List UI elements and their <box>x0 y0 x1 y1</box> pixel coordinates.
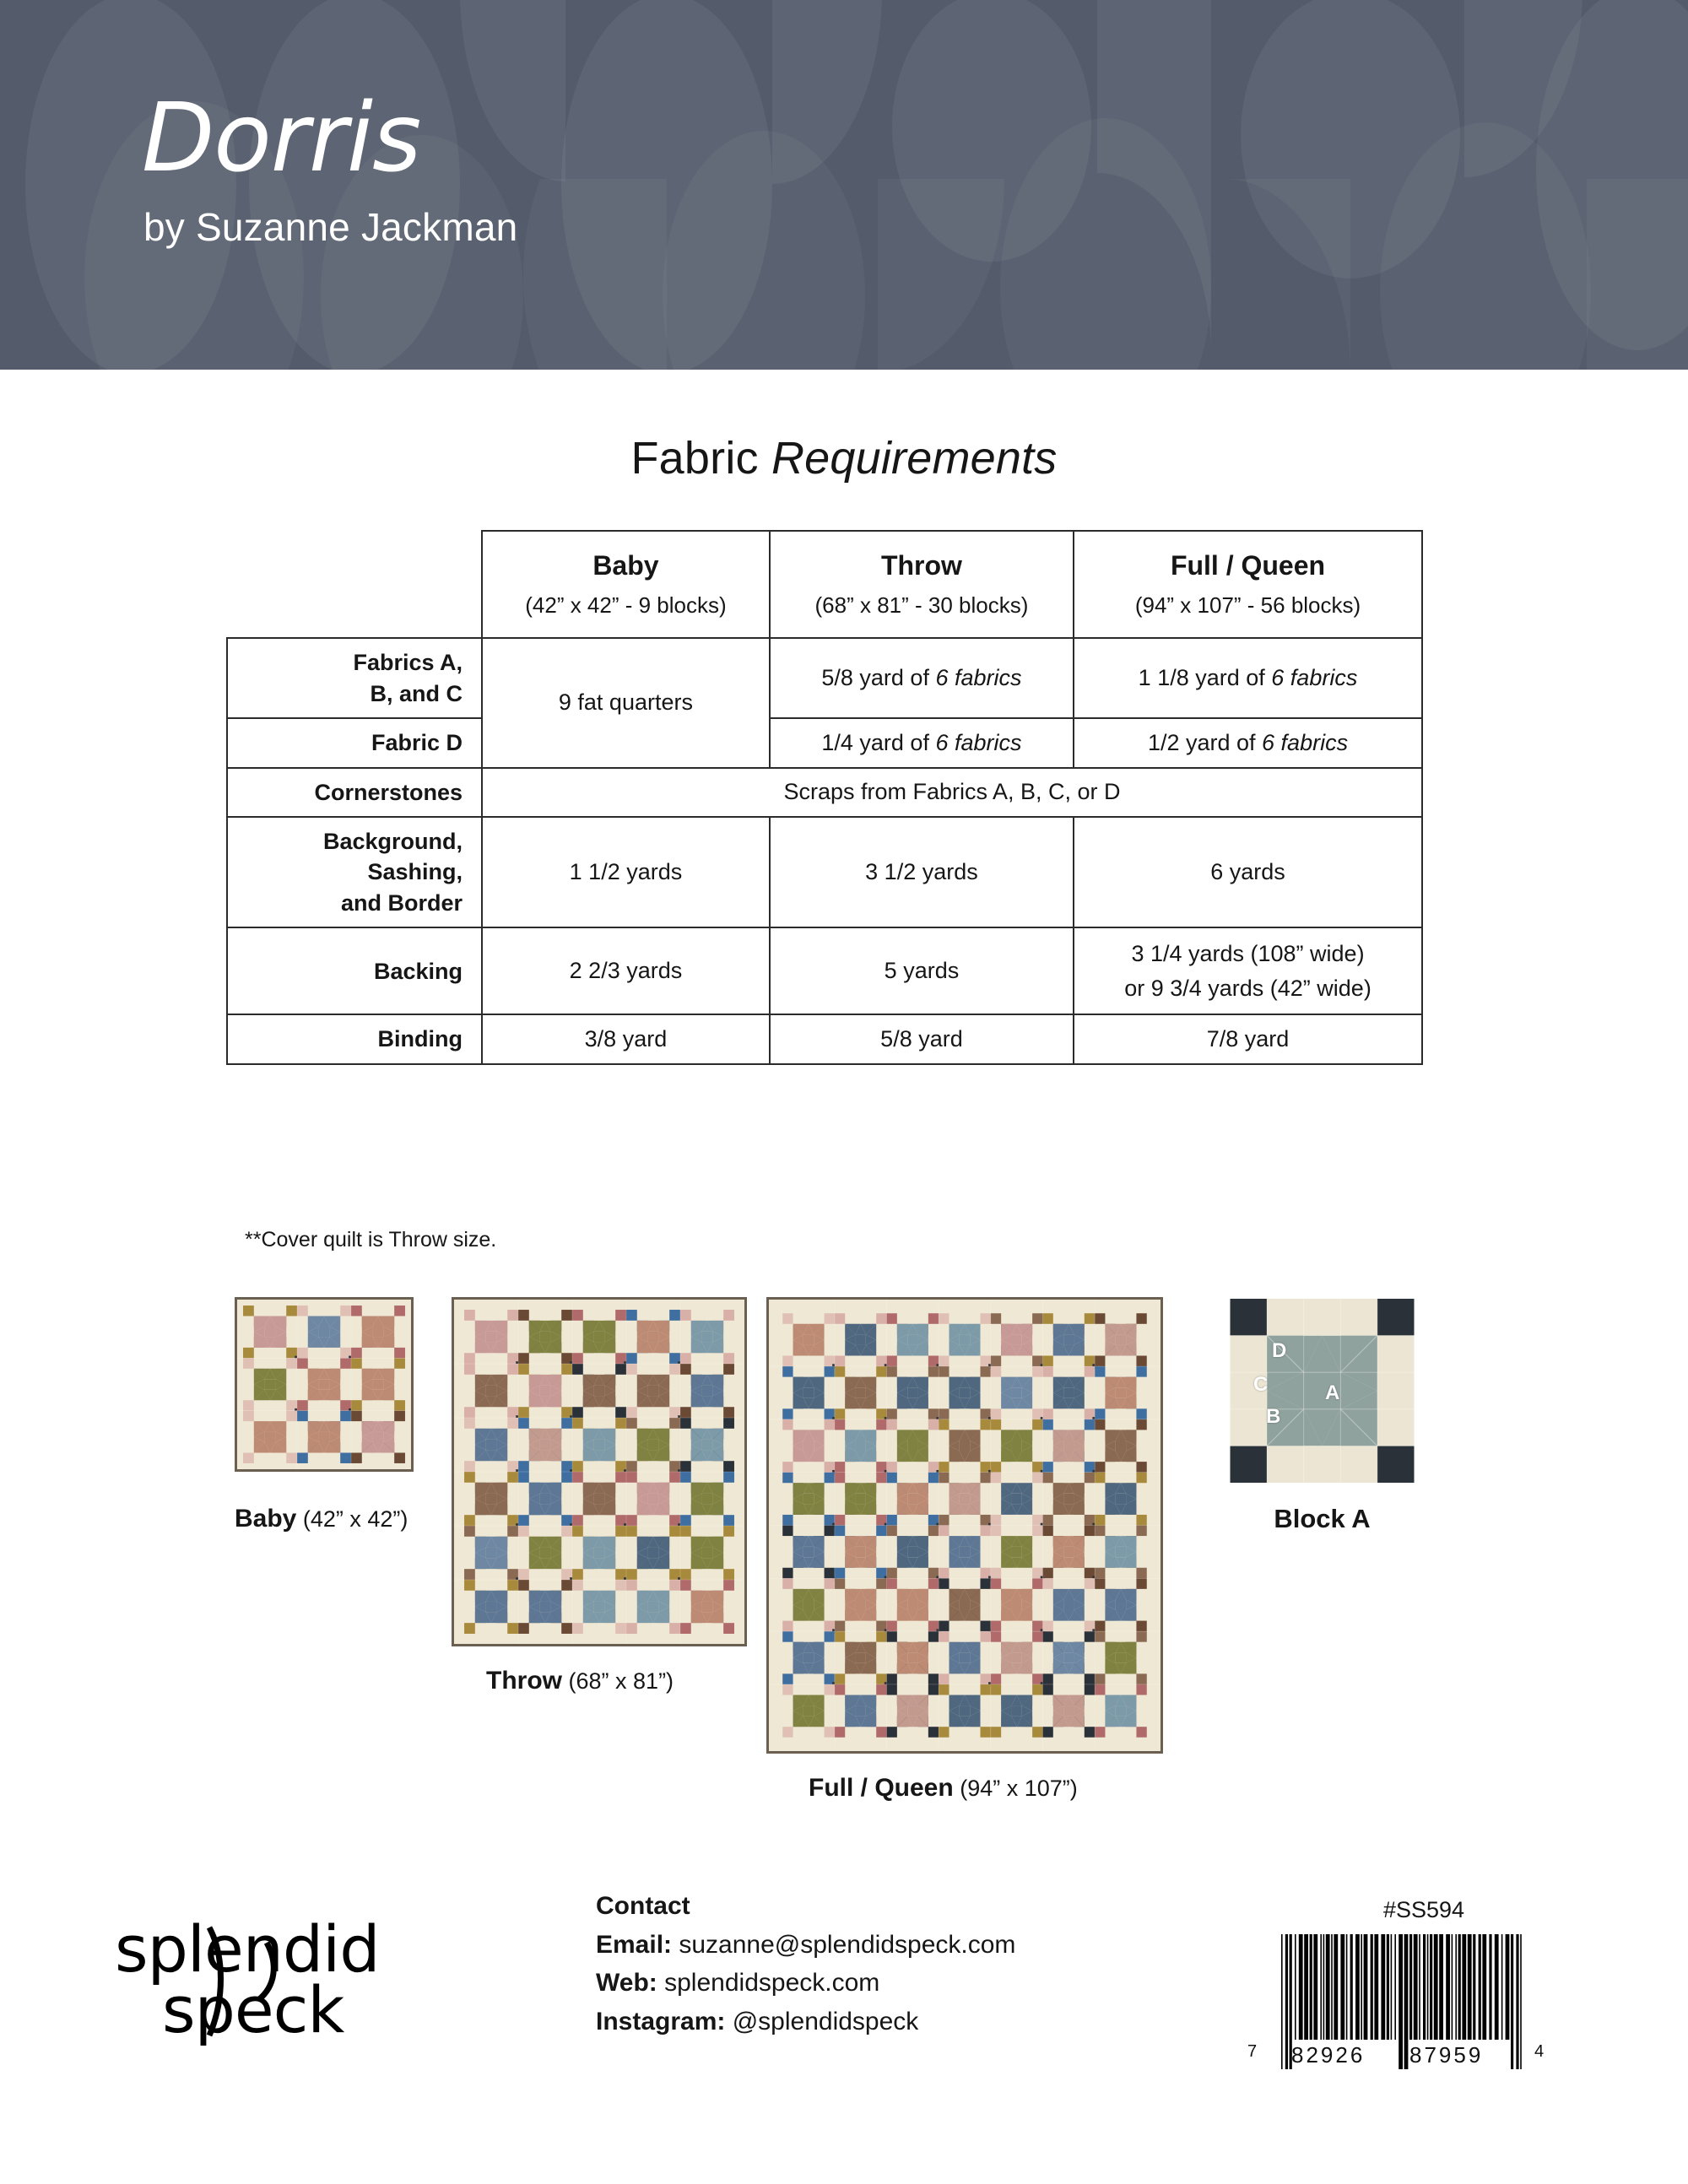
header-title-group <box>142 84 518 250</box>
cell-emphasis: 6 fabrics <box>935 729 1022 755</box>
caption-throw <box>486 1667 674 1695</box>
barcode-group-1: 82926 <box>1291 2042 1366 2068</box>
cell-background-fq: 6 yards <box>1074 817 1422 927</box>
cell-fabric-d-throw <box>770 718 1074 767</box>
column-header-fq-sub: (94” x 107” - 56 blocks) <box>1134 592 1361 618</box>
contact-email-label: Email: <box>596 1930 673 1959</box>
cell-text: 1/2 yard of <box>1147 729 1263 755</box>
contact-email-row <box>596 1926 1015 1965</box>
row-label-binding: Binding <box>227 1014 482 1063</box>
row-label-backing: Backing <box>227 927 482 1014</box>
column-header-baby-sub: (42” x 42” - 9 blocks) <box>525 592 727 618</box>
row-label-fabrics-abc <box>227 638 482 718</box>
cell-backing-baby: 2 2/3 yards <box>482 927 770 1014</box>
cell-emphasis: 6 fabrics <box>935 665 1022 691</box>
block-label-d: D <box>1272 1339 1287 1362</box>
page-title: Dorris <box>142 84 421 193</box>
cell-binding-fq: 7/8 yard <box>1074 1014 1422 1063</box>
table-header-row <box>227 531 1422 638</box>
figure-throw <box>452 1297 747 1646</box>
table-row-background <box>227 817 1422 927</box>
figure-baby <box>235 1297 414 1472</box>
logo-text-line1: splendid <box>115 1911 380 1987</box>
row-label-background <box>227 817 482 927</box>
contact-instagram-value[interactable]: @splendidspeck <box>732 2007 919 2035</box>
cell-binding-throw: 5/8 yard <box>770 1014 1074 1063</box>
column-header-fq-name: Full / Queen <box>1170 550 1326 581</box>
heading-word-requirements: Requirements <box>771 433 1058 484</box>
contact-email-value[interactable]: suzanne@splendidspeck.com <box>679 1930 1016 1959</box>
cell-emphasis: 6 fabrics <box>1262 729 1349 755</box>
cell-background-baby: 1 1/2 yards <box>482 817 770 927</box>
row-label-line3: and Border <box>340 889 463 916</box>
block-a-caption: Block A <box>1274 1504 1371 1533</box>
table-row-binding <box>227 1014 1422 1063</box>
barcode-digit-left: 7 <box>1247 2042 1258 2061</box>
cell-fabrics-abc-fq <box>1074 638 1422 718</box>
row-label-line2: Sashing, <box>367 859 463 885</box>
caption-throw-name: Throw <box>486 1667 562 1695</box>
column-header-throw-sub: (68” x 81” - 30 blocks) <box>814 592 1029 618</box>
cell-fabric-d-fq <box>1074 718 1422 767</box>
cell-text: 5/8 yard of <box>821 665 936 691</box>
column-header-throw-name: Throw <box>880 550 962 581</box>
cell-emphasis: 6 fabrics <box>1271 665 1358 691</box>
barcode-group-2: 87959 <box>1409 2042 1484 2068</box>
quilt-image-baby <box>235 1297 414 1472</box>
caption-full-queen <box>809 1774 1078 1803</box>
cell-backing-fq <box>1074 927 1422 1014</box>
barcode-digit-right: 4 <box>1534 2042 1545 2061</box>
row-label-line2: B, and C <box>370 680 463 706</box>
cell-fabrics-abc-throw <box>770 638 1074 718</box>
column-header-throw <box>770 531 1074 638</box>
caption-baby-name: Baby <box>235 1505 297 1533</box>
cell-binding-baby: 3/8 yard <box>482 1014 770 1063</box>
row-label-line1: Background, <box>322 828 463 854</box>
column-header-full-queen <box>1074 531 1422 638</box>
quilt-image-full-queen <box>766 1297 1163 1754</box>
contact-web-value[interactable]: splendidspeck.com <box>664 1969 880 1997</box>
row-label-line1: Fabrics A, <box>353 650 463 676</box>
cell-backing-fq-line1: 3 1/4 yards (108” wide) <box>1131 941 1365 967</box>
column-header-baby-name: Baby <box>592 550 659 581</box>
cell-backing-fq-line2: or 9 3/4 yards (42” wide) <box>1124 975 1372 1001</box>
sku-number: #SS594 <box>1382 1897 1465 1922</box>
block-label-a: A <box>1325 1381 1340 1404</box>
caption-fq-name: Full / Queen <box>809 1774 954 1802</box>
caption-baby <box>235 1505 408 1533</box>
table-row-fabric-d <box>227 718 1422 767</box>
block-label-b: B <box>1266 1405 1281 1428</box>
fabric-requirements-table <box>226 530 1423 1065</box>
logo-text-line2: speck <box>162 1972 344 2047</box>
logo-svg <box>110 1906 414 2057</box>
block-label-c: C <box>1253 1373 1269 1396</box>
caption-fq-dim: (94” x 107”) <box>960 1776 1078 1801</box>
cell-text: 1/4 yard of <box>821 729 936 755</box>
table-row-backing <box>227 927 1422 1014</box>
contact-web-label: Web: <box>596 1969 657 1997</box>
caption-throw-dim: (68” x 81”) <box>568 1668 674 1694</box>
cell-backing-throw: 5 yards <box>770 927 1074 1014</box>
cell-fabrics-abc-baby: 9 fat quarters <box>482 638 770 767</box>
contact-web-row <box>596 1964 1015 2003</box>
cell-cornerstones-all: Scraps from Fabrics A, B, C, or D <box>482 768 1422 817</box>
contact-title: Contact <box>596 1892 690 1920</box>
splendid-speck-logo <box>110 1906 414 2057</box>
figure-full-queen <box>766 1297 1163 1754</box>
contact-block <box>596 1887 1015 2041</box>
fabric-requirements-heading <box>0 432 1688 484</box>
quilt-image-throw <box>452 1297 747 1646</box>
heading-word-fabric: Fabric <box>630 433 771 484</box>
block-a-diagram <box>1225 1299 1419 1483</box>
contact-instagram-row <box>596 2003 1015 2041</box>
table-row-fabrics-abc <box>227 638 1422 718</box>
page-author: by Suzanne Jackman <box>143 205 518 249</box>
table-corner-blank <box>227 531 482 638</box>
contact-instagram-label: Instagram: <box>596 2007 726 2035</box>
row-label-fabric-d: Fabric D <box>227 718 482 767</box>
table-row-cornerstones <box>227 768 1422 817</box>
page-header <box>0 0 1688 370</box>
caption-baby-dim: (42” x 42”) <box>302 1506 408 1532</box>
column-header-baby <box>482 531 770 638</box>
cell-text: 1 1/8 yard of <box>1138 665 1272 691</box>
cell-background-throw: 3 1/2 yards <box>770 817 1074 927</box>
table-footnote: **Cover quilt is Throw size. <box>245 1228 497 1251</box>
row-label-cornerstones: Cornerstones <box>227 768 482 817</box>
